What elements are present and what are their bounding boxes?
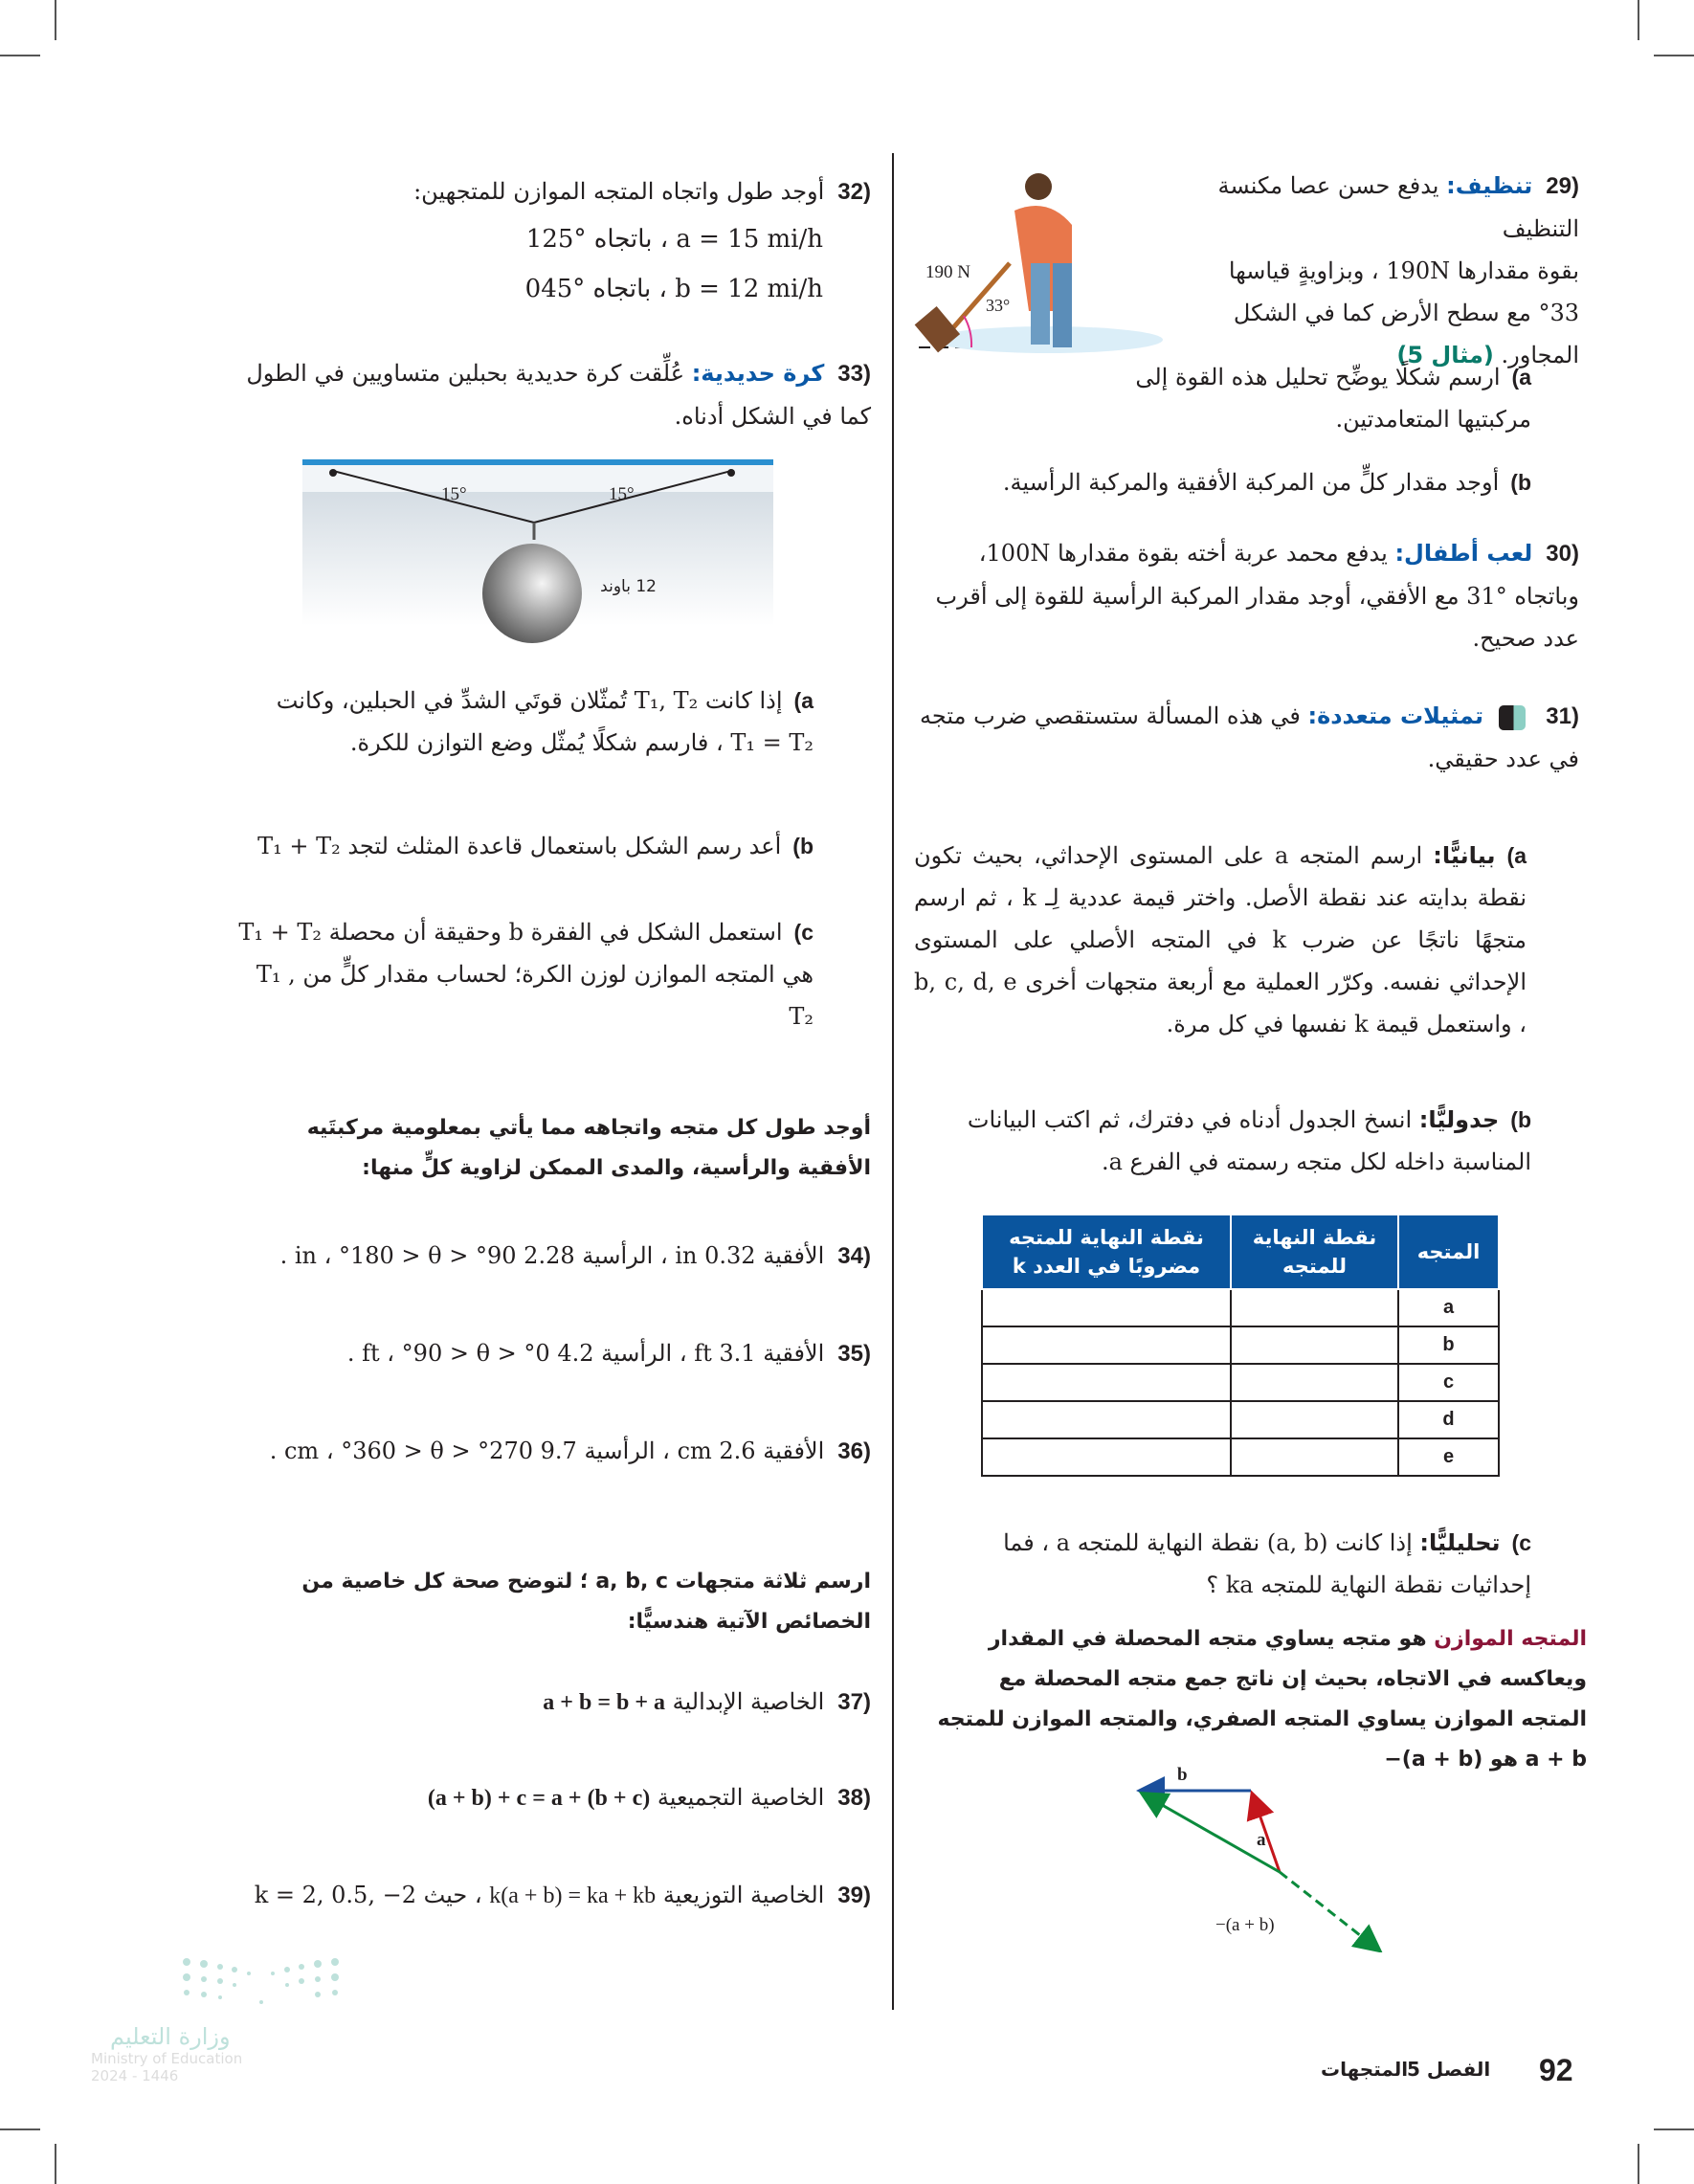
q33-text: عُلِّقت كرة حديدية بحبلين متساويين في الطول كما في الشكل أدناه. [246, 360, 871, 430]
label-neg-sum: −(a + b) [1215, 1915, 1275, 1935]
cell-vector: c [1398, 1364, 1499, 1401]
question-number: (37 [837, 1689, 871, 1715]
q31-part-a [914, 835, 1527, 1045]
crop-mark [55, 2144, 56, 2184]
table-row [982, 1364, 1499, 1401]
angle-right-label: 15° [609, 484, 635, 504]
q29-line: بقوة مقدارها 190N ، وبزاويةٍ قياسها [1228, 257, 1579, 284]
cell-empty[interactable] [1231, 1289, 1398, 1326]
cell-vector: d [1398, 1401, 1499, 1438]
multiple-representations-icon [1499, 705, 1526, 730]
part-label: c) [793, 920, 814, 945]
logo-year: 2024 - 1446 [91, 2067, 179, 2084]
logo-dots-icon [91, 1952, 340, 2019]
crop-mark [1638, 0, 1639, 40]
q29-line: المجاور. [1501, 342, 1579, 368]
hanging-ball-figure [302, 459, 773, 651]
question-number: (31 [1546, 703, 1579, 729]
property-label: الخاصية التجميعية [657, 1784, 825, 1811]
question-number: (35 [837, 1341, 871, 1367]
question-number: (29 [1546, 173, 1579, 199]
part-label: c) [1511, 1530, 1531, 1555]
cell-empty[interactable] [1231, 1401, 1398, 1438]
q33 [230, 352, 871, 437]
part-keyword: تحليليًّا: [1419, 1529, 1501, 1556]
definition-text: هو متجه يساوي متجه المحصلة في المقدار ويعاكسه في الاتجاه، بحيث إن ناتج جمع متجه المحصلة مع المتجه الموازن يساوي المتجه الصفري، والمتجه الموازن للمتجه a + b هو (a + b)− [937, 1627, 1587, 1772]
instruction-34-36: أوجد طول كل متجه واتجاهه مما يأتي بمعلومية مركبتَيه الأفقية والرأسية، والمدى الممكن لزاوية كلٍّ منها: [306, 1116, 871, 1180]
q35-text: الأفقية 3.1 ft ، الرأسية 4.2 ft ، °90 > θ > °0 . [346, 1340, 825, 1367]
part-text: إذا كانت T₁, T₂ تُمثّلان قوتَي الشدِّ في الحبلين، وكانت T₁ = T₂ ، فارسم شكلًا يُمثّل وضع التوازن للكرة. [276, 687, 814, 756]
q38 [230, 1776, 871, 1819]
crop-mark [0, 2128, 40, 2130]
crop-mark [55, 0, 56, 40]
table-row [982, 1438, 1499, 1476]
header-endpoint-k: نقطة النهاية للمتجه مضروبًا في العدد k [982, 1215, 1231, 1289]
cell-empty[interactable] [982, 1364, 1231, 1401]
question-number: (39 [837, 1883, 871, 1908]
question-number: (38 [837, 1785, 871, 1811]
question-number: (36 [837, 1438, 871, 1464]
part-text: ارسم المتجه a على المستوى الإحداثي، بحيث تكون نقطة بدايته عند نقطة الأصل. واختر قيمة عددية لِـ k ، ثم ارسم متجهًا ناتجًا عن ضرب k في المتجه الأصلي على المستوى الإحداثي نفسه. وكرّر العملية مع أربعة متجهات أخرى b, c, d, e ، واستعمل قيمة k نفسها في كل مرة. [914, 842, 1527, 1037]
definition-term: المتجه الموازن [1434, 1627, 1587, 1651]
property-formula: a + b = b + a [543, 1690, 666, 1715]
q39 [230, 1874, 871, 1917]
question-number: (32 [837, 179, 871, 205]
ministry-logo [91, 1952, 340, 2106]
q31-part-c [986, 1522, 1531, 1606]
cell-empty[interactable] [982, 1326, 1231, 1364]
q33-part-b [249, 825, 814, 867]
q32-line2: b = 12 mi/h ، باتجاه °045 [524, 275, 823, 303]
part-keyword: بيانيًّا: [1433, 842, 1496, 869]
part-label: a) [1506, 843, 1527, 868]
cell-empty[interactable] [982, 1289, 1231, 1326]
property-formula: k(a + b) = ka + kb [489, 1883, 657, 1908]
part-label: b) [792, 834, 814, 858]
column-divider [892, 153, 894, 2010]
angle-left-label: 15° [441, 484, 467, 504]
table-row [982, 1326, 1499, 1364]
angle-label: 33° [986, 296, 1011, 315]
q31-text: في هذه المسألة ستستقصي ضرب متجه في عدد حقيقي. [919, 702, 1579, 772]
property-condition: ، حيث k = 2, 0.5, −2 [254, 1882, 482, 1908]
part-keyword: جدوليًّا: [1418, 1106, 1500, 1133]
equilibrant-vector-diagram [1115, 1751, 1383, 1952]
header-endpoint: نقطة النهاية للمتجه [1231, 1215, 1398, 1289]
table-row [982, 1401, 1499, 1438]
property-label: الخاصية التوزيعية [662, 1882, 825, 1908]
q30 [919, 532, 1579, 659]
q32-text: أوجد طول واتجاه المتجه الموازن للمتجهين: [413, 178, 825, 205]
q34 [230, 1235, 871, 1278]
part-label: b) [1510, 470, 1531, 495]
q33-keyword: كرة حديدية: [691, 360, 825, 387]
page-number: 92 [1539, 2053, 1573, 2087]
cell-empty[interactable] [982, 1401, 1231, 1438]
q36 [230, 1430, 871, 1473]
q35 [230, 1332, 871, 1375]
q29-line: °33 مع سطح الأرض كما في الشكل [1233, 300, 1579, 326]
question-number: (30 [1546, 541, 1579, 567]
property-label: الخاصية الإبدالية [672, 1688, 825, 1715]
q29-part-b [957, 461, 1531, 503]
label-a: a [1257, 1830, 1266, 1850]
part-text: أوجد مقدار كلٍّ من المركبة الأفقية والمركبة الرأسية. [1002, 469, 1500, 496]
part-text: انسخ الجدول أدناه في دفترك، ثم اكتب البيانات المناسبة داخله لكل متجه رسمته في الفرع a. [967, 1106, 1531, 1175]
cell-vector: a [1398, 1289, 1499, 1326]
cell-empty[interactable] [982, 1438, 1231, 1476]
vector-table [981, 1214, 1500, 1477]
logo-arabic: وزارة التعليم [110, 2023, 231, 2050]
q34-text: الأفقية 0.32 in ، الرأسية 2.28 in ، °180 > θ > °90 . [279, 1242, 825, 1269]
part-label: a) [793, 688, 814, 713]
q37 [230, 1681, 871, 1724]
part-label: a) [1511, 365, 1531, 390]
example-reference: (مثال 5) [1396, 342, 1494, 368]
cell-empty[interactable] [1231, 1364, 1398, 1401]
logo-english: Ministry of Education [91, 2050, 243, 2067]
table-row [982, 1289, 1499, 1326]
cell-vector: e [1398, 1438, 1499, 1476]
label-b: b [1177, 1765, 1188, 1785]
q32-line1: a = 15 mi/h ، باتجاه °125 [525, 225, 823, 254]
crop-mark [1638, 2144, 1639, 2184]
part-text: ارسم شكلًا يوضِّح تحليل هذه القوة إلى مركبتيها المتعامدتين. [1135, 364, 1531, 433]
crop-mark [1654, 2128, 1694, 2130]
part-text: استعمل الشكل في الفقرة b وحقيقة أن محصلة T₁ + T₂ هي المتجه الموازن لوزن الكرة؛ لحساب مقدار كلٍّ من T₁ , T₂ [238, 919, 814, 1030]
q29-part-a [1081, 356, 1531, 440]
question-number: (33 [837, 361, 871, 387]
q29-stem [1187, 165, 1579, 376]
part-text: أعد رسم الشكل باستعمال قاعدة المثلث لتجد T₁ + T₂ [257, 833, 782, 859]
q31 [919, 695, 1579, 780]
header-vector: المتجه [1398, 1215, 1499, 1289]
q31-part-b [962, 1099, 1531, 1183]
part-label: b) [1510, 1107, 1531, 1132]
q30-keyword: لعب أطفال: [1394, 540, 1533, 567]
q33-part-a [258, 680, 814, 764]
broom-figure [914, 167, 1182, 359]
force-label: 190 N [925, 262, 970, 282]
chapter-label: الفصل 5 [1407, 2058, 1491, 2081]
question-number: (34 [837, 1243, 871, 1269]
property-formula: (a + b) + c = a + (b + c) [427, 1786, 651, 1811]
q29-keyword: تنظيف: [1446, 172, 1533, 199]
q30-text: يدفع محمد عربة أخته بقوة مقدارها 100N، وباتجاه °31 مع الأفقي، أوجد مقدار المركبة الرأسية للقوة إلى أقرب عدد صحيح. [935, 540, 1579, 652]
weight-label: 12 باوند [600, 577, 657, 596]
table-header-row [982, 1215, 1499, 1289]
cell-vector: b [1398, 1326, 1499, 1364]
part-text: إذا كانت (a, b) نقطة النهاية للمتجه a ، فما إحداثيات نقطة النهاية للمتجه ka ؟ [1003, 1529, 1531, 1598]
chapter-title: المتجهات [1321, 2058, 1409, 2081]
q31-keyword: تمثيلات متعددة: [1307, 702, 1484, 729]
q33-part-c [230, 911, 814, 1037]
q32 [230, 170, 871, 213]
cell-empty[interactable] [1231, 1326, 1398, 1364]
cell-empty[interactable] [1231, 1438, 1398, 1476]
q36-text: الأفقية 2.6 cm ، الرأسية 9.7 cm ، °360 > θ > °270 . [269, 1437, 825, 1464]
crop-mark [1654, 55, 1694, 56]
instruction-37-39: ارسم ثلاثة متجهات a, b, c ؛ لتوضح صحة كل خاصية من الخصائص الآتية هندسيًّا: [301, 1570, 871, 1634]
crop-mark [0, 55, 40, 56]
q29-line: يدفع حسن عصا مكنسة التنظيف [1217, 172, 1579, 242]
